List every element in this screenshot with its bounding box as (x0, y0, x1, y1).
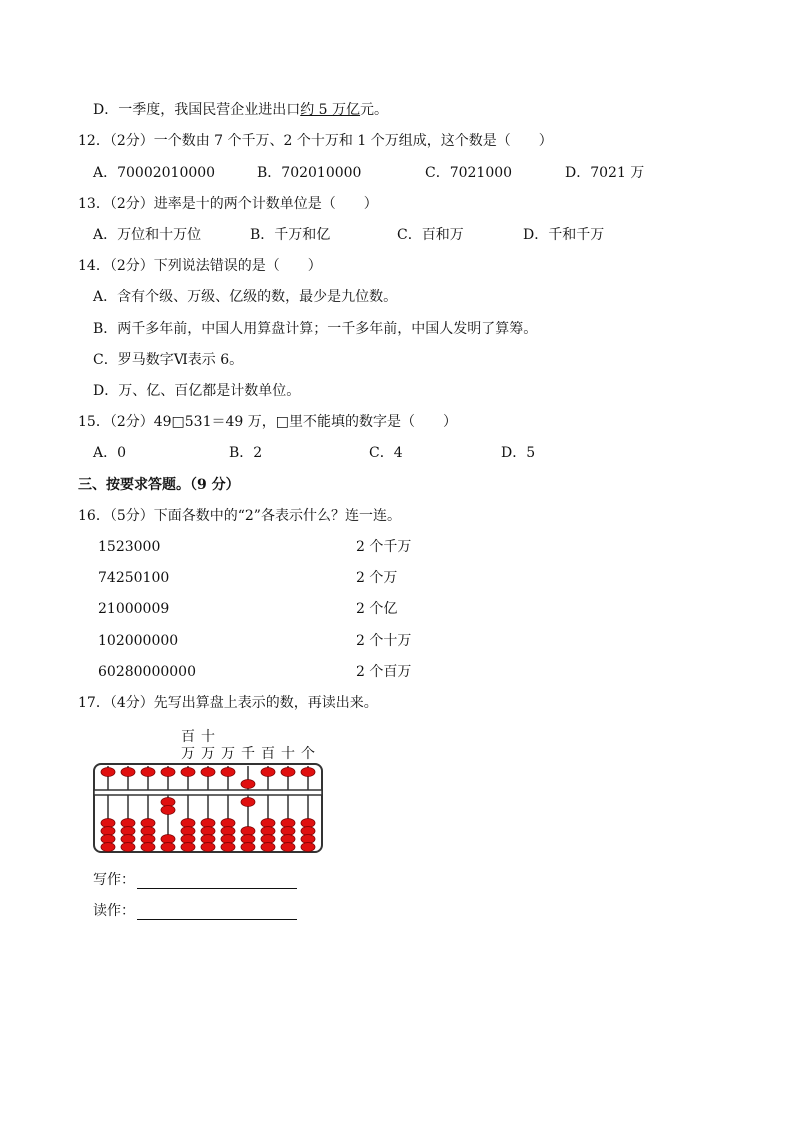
read-answer-blank[interactable] (137, 905, 297, 920)
q15-stem: 15．（2分）49□531＝49 万，□里不能填的数字是（ ） (78, 414, 457, 430)
abacus-lower-bead[interactable] (241, 798, 255, 807)
abacus-upper-bead[interactable] (141, 768, 155, 777)
q13-option-c[interactable]: C．百和万 (397, 227, 464, 243)
q16-meaning-3[interactable]: 2 个亿 (356, 601, 398, 617)
q16-number-3[interactable]: 21000009 (98, 601, 170, 617)
abacus-figure (92, 726, 324, 856)
q14-option-b[interactable]: B．两千多年前，中国人用算盘计算；一千多年前，中国人发明了算筹。 (93, 321, 538, 337)
abacus-lower-bead[interactable] (101, 843, 115, 852)
q13-option-a[interactable]: A．万位和十万位 (93, 227, 202, 243)
abacus-upper-bead[interactable] (161, 768, 175, 777)
abacus-lower-bead[interactable] (241, 843, 255, 852)
q16-number-4[interactable]: 102000000 (98, 633, 179, 649)
q16-number-1[interactable]: 1523000 (98, 539, 161, 555)
q11-underlined-text: 约 5 万亿 (300, 102, 361, 118)
q12-option-b[interactable]: B．702010000 (257, 165, 362, 181)
q16-stem: 16．（5分）下面各数中的“2”各表示什么？连一连。 (78, 508, 401, 524)
abacus-label-bottom-1: 万 (181, 746, 195, 762)
q13-stem: 13．（2分）进率是十的两个计数单位是（ ） (78, 196, 378, 212)
q17-read-row (93, 902, 297, 920)
abacus-upper-bead[interactable] (241, 780, 255, 789)
q16-meaning-2[interactable]: 2 个万 (356, 570, 398, 586)
abacus-lower-bead[interactable] (181, 843, 195, 852)
abacus-upper-bead[interactable] (201, 768, 215, 777)
q17-stem: 17．（4分）先写出算盘上表示的数，再读出来。 (78, 695, 378, 711)
write-answer-blank[interactable] (137, 874, 297, 889)
abacus-lower-bead[interactable] (281, 843, 295, 852)
q15-option-b[interactable]: B．2 (229, 445, 263, 461)
q13-option-d[interactable]: D．千和千万 (523, 227, 605, 243)
q16-number-5[interactable]: 60280000000 (98, 664, 196, 680)
abacus-lower-bead[interactable] (121, 843, 135, 852)
abacus-label-top-1: 百 (181, 729, 195, 745)
q15-option-d[interactable]: D．5 (501, 445, 536, 461)
q16-meaning-1[interactable]: 2 个千万 (356, 539, 412, 555)
q17-write-row (93, 871, 297, 889)
q11-option-d: D．一季度，我国民营企业进出口约 5 万亿元。 (93, 102, 389, 118)
abacus-lower-bead[interactable] (141, 843, 155, 852)
q14-option-a[interactable]: A．含有个级、万级、亿级的数，最少是九位数。 (93, 289, 398, 305)
abacus-label-top-2: 十 (201, 729, 215, 745)
read-label: 读作： (93, 903, 135, 919)
abacus-upper-bead[interactable] (101, 768, 115, 777)
abacus-lower-bead[interactable] (221, 843, 235, 852)
q12-option-a[interactable]: A．70002010000 (93, 165, 216, 181)
abacus-label-bottom-7: 个 (301, 746, 315, 762)
abacus-lower-bead[interactable] (261, 843, 275, 852)
abacus-upper-bead[interactable] (221, 768, 235, 777)
q16-number-2[interactable]: 74250100 (98, 570, 170, 586)
q12-option-c[interactable]: C．7021000 (425, 165, 513, 181)
q14-option-c[interactable]: C．罗马数字Ⅵ表示 6。 (93, 352, 244, 368)
abacus-beam (94, 790, 322, 795)
q15-option-a[interactable]: A．0 (93, 445, 127, 461)
section-3-title: 三、按要求答题。（9 分） (78, 477, 240, 493)
abacus-label-bottom-2: 万 (201, 746, 215, 762)
abacus-upper-bead[interactable] (181, 768, 195, 777)
q14-option-d[interactable]: D．万、亿、百亿都是计数单位。 (93, 383, 301, 399)
q12-option-d[interactable]: D．7021 万 (565, 165, 645, 181)
abacus-lower-bead[interactable] (161, 806, 175, 815)
write-label: 写作： (93, 872, 135, 888)
abacus-lower-bead[interactable] (201, 843, 215, 852)
abacus-upper-bead[interactable] (301, 768, 315, 777)
abacus-upper-bead[interactable] (281, 768, 295, 777)
abacus-label-bottom-6: 十 (281, 746, 295, 762)
abacus-label-bottom-5: 百 (261, 746, 275, 762)
q13-option-b[interactable]: B．千万和亿 (250, 227, 331, 243)
abacus-lower-bead[interactable] (301, 843, 315, 852)
q16-meaning-5[interactable]: 2 个百万 (356, 664, 412, 680)
q16-meaning-4[interactable]: 2 个十万 (356, 633, 412, 649)
abacus-label-bottom-3: 万 (221, 746, 235, 762)
abacus-upper-bead[interactable] (121, 768, 135, 777)
abacus-upper-bead[interactable] (261, 768, 275, 777)
q12-stem: 12．（2分）一个数由 7 个千万、2 个十万和 1 个万组成，这个数是（ ） (78, 133, 553, 149)
abacus-lower-bead[interactable] (161, 843, 175, 852)
q14-stem: 14．（2分）下列说法错误的是（ ） (78, 258, 322, 274)
q15-option-c[interactable]: C．4 (369, 445, 403, 461)
abacus-label-bottom-4: 千 (241, 746, 255, 762)
